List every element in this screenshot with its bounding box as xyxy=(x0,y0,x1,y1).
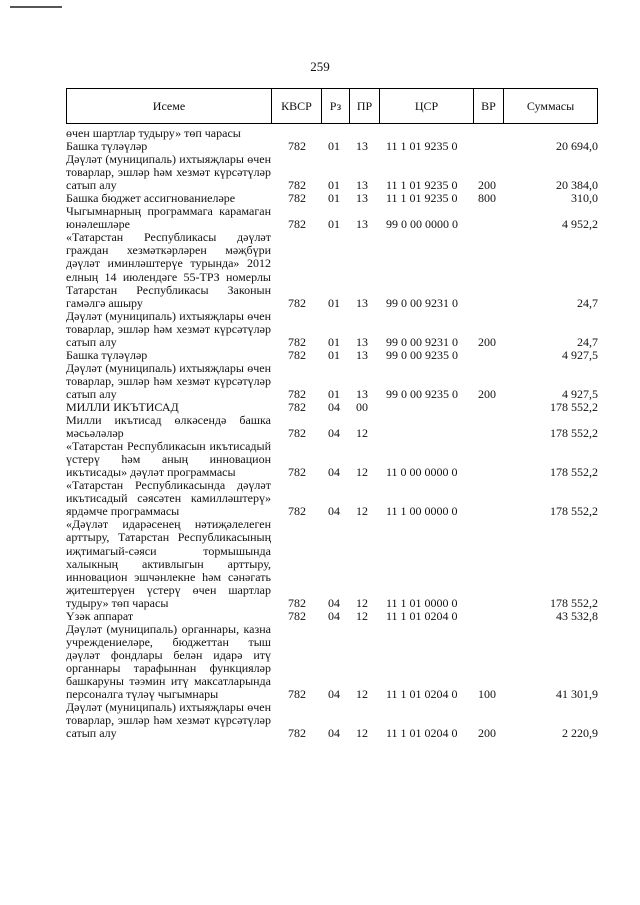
row-pr: 12 xyxy=(356,504,368,519)
row-rz: 01 xyxy=(328,191,340,206)
row-csr: 11 1 01 0204 0 xyxy=(386,726,458,741)
row-rz: 04 xyxy=(328,687,340,702)
row-pr: 13 xyxy=(356,139,368,154)
row-csr: 11 1 00 0000 0 xyxy=(386,504,458,519)
row-csr: 11 1 01 0204 0 xyxy=(386,608,458,623)
row-vr: 200 xyxy=(478,334,496,349)
row-name: МИЛЛИ ИКЪТИСАД xyxy=(66,399,179,414)
header-vr: ВР xyxy=(473,89,503,123)
row-pr: 13 xyxy=(356,334,368,349)
row-pr: 13 xyxy=(356,295,368,310)
row-pr: 12 xyxy=(356,608,368,623)
row-kvsr: 782 xyxy=(288,504,306,519)
header-pr: ПР xyxy=(349,89,379,123)
table-header xyxy=(66,88,598,124)
row-vr: 200 xyxy=(478,726,496,741)
row-name: Башка түләүләр xyxy=(66,347,148,362)
row-name: Милли икътисад өлкәсендә башка мәсьәләләр xyxy=(66,413,271,441)
row-pr: 12 xyxy=(356,595,368,610)
row-pr: 13 xyxy=(356,191,368,206)
row-csr: 11 1 01 9235 0 xyxy=(386,178,458,193)
row-sum: 24,7 xyxy=(577,334,598,349)
row-rz: 01 xyxy=(328,139,340,154)
row-name: Чыгымнарның программага карамаган юнәлешләре xyxy=(66,204,271,232)
row-pr: 12 xyxy=(356,687,368,702)
row-name: Дәүләт (муниципаль) ихтыяҗлары өчен товарлар, эшләр һәм хезмәт күрсәтүләр сатып алу xyxy=(66,308,271,349)
row-sum: 178 552,2 xyxy=(550,504,598,519)
row-name: Үзәк аппарат xyxy=(66,608,134,623)
row-rz: 04 xyxy=(328,399,340,414)
header-name: Исеме xyxy=(152,99,186,113)
row-rz: 01 xyxy=(328,295,340,310)
row-kvsr: 782 xyxy=(288,386,306,401)
row-sum: 2 220,9 xyxy=(562,726,598,741)
table-row xyxy=(66,440,598,479)
row-kvsr: 782 xyxy=(288,608,306,623)
row-pr: 13 xyxy=(356,217,368,232)
row-pr: 13 xyxy=(356,347,368,362)
row-csr: 99 0 00 9235 0 xyxy=(386,386,458,401)
row-sum: 24,7 xyxy=(577,295,598,310)
row-vr: 100 xyxy=(478,687,496,702)
row-vr: 200 xyxy=(478,178,496,193)
row-kvsr: 782 xyxy=(288,139,306,154)
row-name: «Татарстан Республикасы дәүләт граждан хезмәткәрләрен мәҗбүри дәүләт иминләштерүе турында» 2012 елның 14 июлендәге 55-ТРЗ номерлы Татарстан Республикасы Законын гамәлгә ашыру xyxy=(66,230,271,310)
top-rule xyxy=(10,6,62,8)
row-sum: 41 301,9 xyxy=(556,687,598,702)
row-kvsr: 782 xyxy=(288,191,306,206)
row-pr: 00 xyxy=(356,399,368,414)
table-row xyxy=(66,310,598,349)
row-sum: 4 952,2 xyxy=(562,217,598,232)
row-name: Дәүләт (муниципаль) ихтыяҗлары өчен товарлар, эшләр һәм хезмәт күрсәтүләр сатып алу xyxy=(66,152,271,193)
row-vr: 200 xyxy=(478,386,496,401)
row-rz: 04 xyxy=(328,426,340,441)
row-csr: 11 1 01 9235 0 xyxy=(386,191,458,206)
row-pr: 13 xyxy=(356,178,368,193)
table-row xyxy=(66,349,598,362)
row-kvsr: 782 xyxy=(288,347,306,362)
row-kvsr: 782 xyxy=(288,687,306,702)
row-name: Дәүләт (муниципаль) органнары, казна учреждениеләре, бюджеттан тыш дәүләт фондлары белән идарә итү органнары тарафыннан функцияләр башкаруны тәэмин итү максатларында персоналга түләү чыгымнары xyxy=(66,621,271,702)
table-row xyxy=(66,623,598,701)
row-rz: 04 xyxy=(328,608,340,623)
row-pr: 13 xyxy=(356,386,368,401)
row-csr: 11 1 01 0000 0 xyxy=(386,595,458,610)
row-kvsr: 782 xyxy=(288,217,306,232)
table-row xyxy=(66,153,598,192)
row-name: «Татарстан Республикасын икътисадый үстерү һәм аның инновацион икътисады» дәүләт программасы xyxy=(66,439,271,480)
row-kvsr: 782 xyxy=(288,426,306,441)
row-sum: 178 552,2 xyxy=(550,426,598,441)
row-rz: 01 xyxy=(328,347,340,362)
row-pr: 12 xyxy=(356,465,368,480)
page-number: 259 xyxy=(310,59,330,74)
row-csr: 11 1 01 0204 0 xyxy=(386,687,458,702)
row-pr: 12 xyxy=(356,726,368,741)
row-csr: 11 1 01 9235 0 xyxy=(386,139,458,154)
row-pr: 12 xyxy=(356,426,368,441)
row-kvsr: 782 xyxy=(288,399,306,414)
table-row xyxy=(66,610,598,623)
row-sum: 178 552,2 xyxy=(550,399,598,414)
row-sum: 178 552,2 xyxy=(550,465,598,480)
table-row xyxy=(66,479,598,518)
row-rz: 01 xyxy=(328,178,340,193)
row-kvsr: 782 xyxy=(288,726,306,741)
row-csr: 99 0 00 9231 0 xyxy=(386,295,458,310)
row-name: «Дәүләт идарәсенең нәтиҗәлелеген арттыру, Татарстан Республикасының иҗтимагый-сәяси тормышында халыкның активлыгын арттыру, инновацион эшчәнлекне һәм сәнәгать җитештерүен үстерү өчен шартлар тудыру» төп чарасы xyxy=(66,517,271,610)
row-rz: 01 xyxy=(328,217,340,232)
row-sum: 4 927,5 xyxy=(562,347,598,362)
row-csr: 99 0 00 9231 0 xyxy=(386,334,458,349)
row-vr: 800 xyxy=(478,191,496,206)
row-kvsr: 782 xyxy=(288,465,306,480)
header-sum: Суммасы xyxy=(503,89,597,123)
header-csr: ЦСР xyxy=(379,89,473,123)
row-name: өчен шартлар тудыру» төп чарасы xyxy=(66,126,241,140)
row-rz: 01 xyxy=(328,386,340,401)
row-csr: 99 0 00 9235 0 xyxy=(386,347,458,362)
row-kvsr: 782 xyxy=(288,595,306,610)
row-rz: 04 xyxy=(328,595,340,610)
row-name: Башка бюджет ассигнованиеләре xyxy=(66,191,236,206)
table-row xyxy=(66,231,598,309)
row-kvsr: 782 xyxy=(288,178,306,193)
row-sum: 20 384,0 xyxy=(556,178,598,193)
row-csr: 11 0 00 0000 0 xyxy=(386,465,458,480)
header-kvsr: КВСР xyxy=(271,89,321,123)
table-row xyxy=(66,205,598,231)
row-sum: 43 532,8 xyxy=(556,608,598,623)
row-name: Башка түләүләр xyxy=(66,139,148,154)
table-row xyxy=(66,518,598,609)
row-sum: 310,0 xyxy=(571,191,598,206)
row-kvsr: 782 xyxy=(288,295,306,310)
row-name: «Татарстан Республикасында дәүләт икътисадый сәясәтен камилләштерү» ярдәмче программасы xyxy=(66,478,271,519)
row-rz: 01 xyxy=(328,334,340,349)
table-row xyxy=(66,362,598,401)
header-rz: Рз xyxy=(321,89,349,123)
row-rz: 04 xyxy=(328,504,340,519)
row-kvsr: 782 xyxy=(288,334,306,349)
row-sum: 178 552,2 xyxy=(550,595,598,610)
row-rz: 04 xyxy=(328,726,340,741)
row-name: Дәүләт (муниципаль) ихтыяҗлары өчен товарлар, эшләр һәм хезмәт күрсәтүләр сатып алу xyxy=(66,360,271,401)
row-sum: 4 927,5 xyxy=(562,386,598,401)
row-csr: 99 0 00 0000 0 xyxy=(386,217,458,232)
table-row xyxy=(66,701,598,740)
table-body xyxy=(66,127,598,740)
table-row xyxy=(66,414,598,440)
row-rz: 04 xyxy=(328,465,340,480)
row-sum: 20 694,0 xyxy=(556,139,598,154)
row-name: Дәүләт (муниципаль) ихтыяҗлары өчен товарлар, эшләр һәм хезмәт күрсәтүләр сатып алу xyxy=(66,700,271,741)
